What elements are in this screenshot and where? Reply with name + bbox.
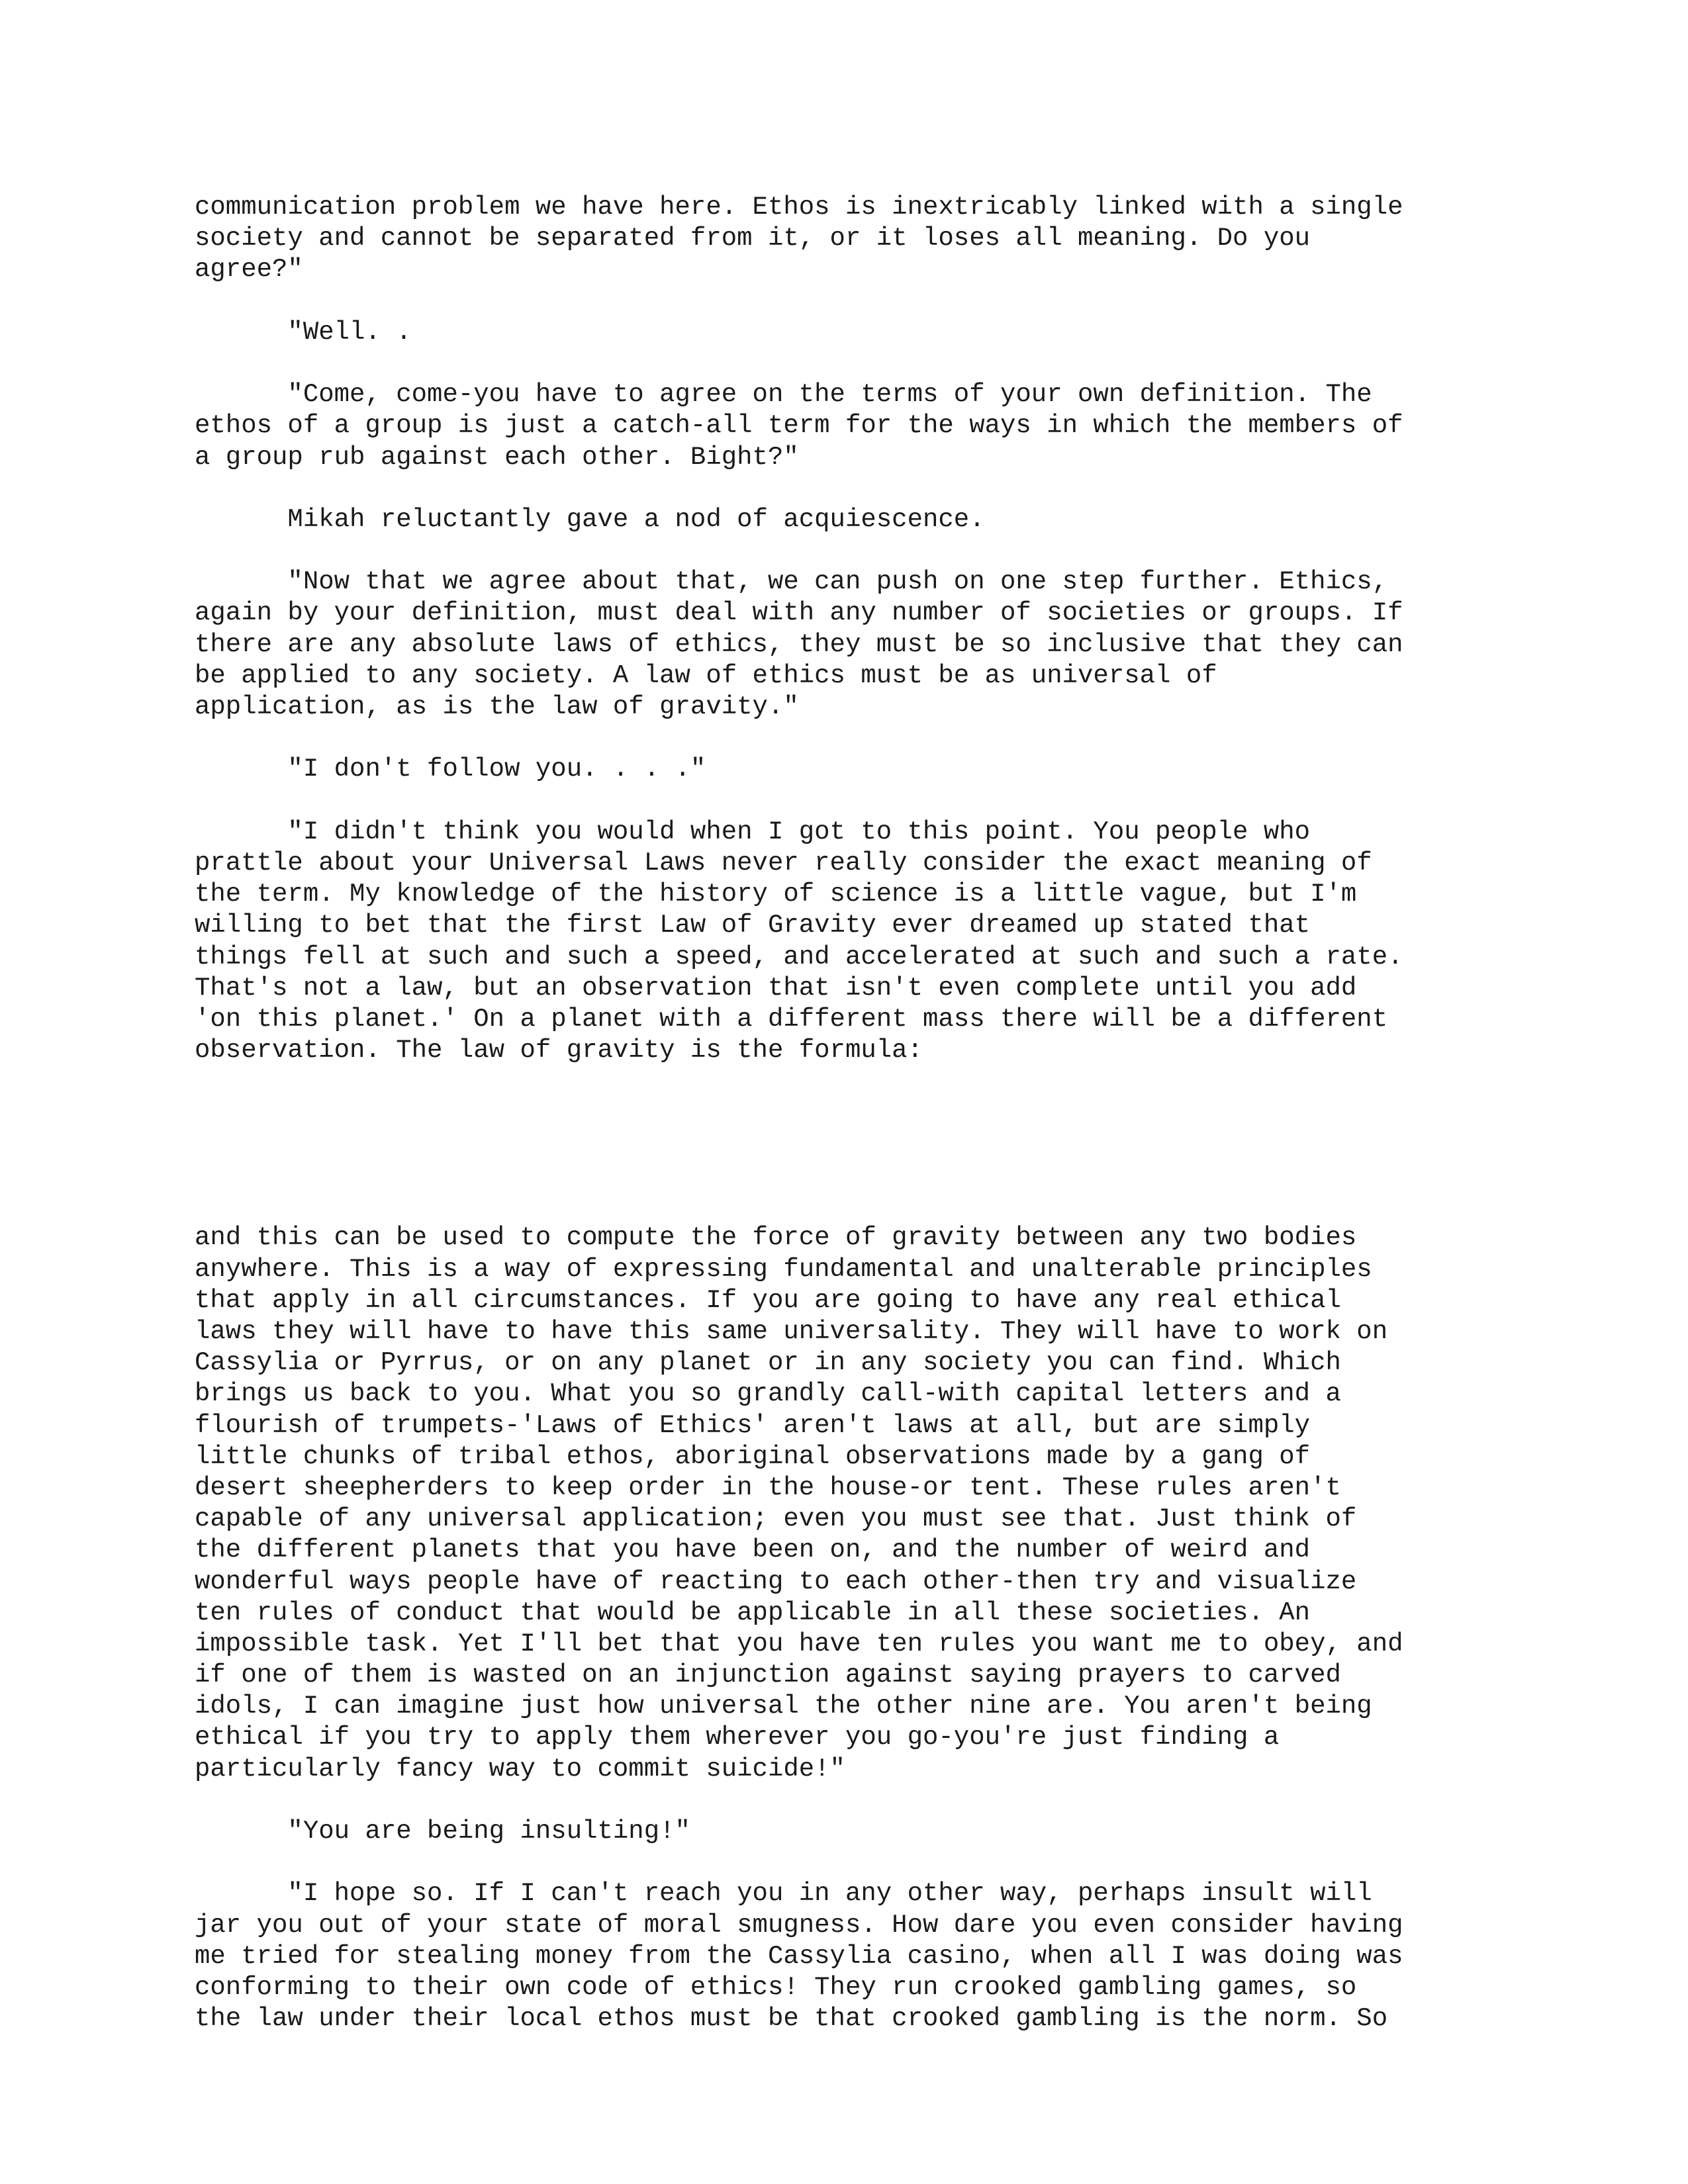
text-line: the law under their local ethos must be that crooked gambling is the norm. So	[195, 2004, 1388, 2034]
text-line: society and cannot be separated from it, or it loses all meaning. Do you	[195, 224, 1311, 253]
paragraph	[195, 1816, 1492, 1847]
text-line: desert sheepherders to keep order in the house-or tent. These rules aren't	[195, 1473, 1341, 1502]
text-line: ethos of a group is just a catch-all term for the ways in which the members of	[195, 411, 1403, 441]
text-line: jar you out of your state of moral smugness. How dare you even consider having	[195, 1910, 1403, 1940]
text-line: "Well. .	[195, 317, 412, 347]
text-line: agree?"	[195, 255, 303, 285]
text-line: and this can be used to compute the force of gravity between any two bodies	[195, 1223, 1357, 1253]
text-line: "Now that we agree about that, we can push on one step further. Ethics,	[195, 567, 1388, 597]
text-line: that apply in all circumstances. If you are going to have any real ethical	[195, 1285, 1341, 1315]
text-line: Cassylia or Pyrrus, or on any planet or in any society you can find. Which	[195, 1348, 1341, 1378]
text-line: "You are being insulting!"	[195, 1817, 690, 1846]
text-line: 'on this planet.' On a planet with a different mass there will be a different	[195, 1004, 1388, 1034]
text-line: there are any absolute laws of ethics, they must be so inclusive that they can	[195, 629, 1403, 659]
body-text	[195, 192, 1492, 2034]
text-line: idols, I can imagine just how universal the other nine are. You aren't being	[195, 1692, 1372, 1721]
text-line: Mikah reluctantly gave a nod of acquiescence.	[195, 504, 985, 534]
text-line: be applied to any society. A law of ethics must be as universal of	[195, 660, 1217, 690]
text-line: application, as is the law of gravity."	[195, 692, 799, 721]
text-line: the different planets that you have been on, and the number of weird and	[195, 1535, 1311, 1565]
text-line: "I didn't think you would when I got to this point. You people who	[195, 817, 1311, 846]
formula-blank-space	[195, 1097, 1492, 1222]
text-line: "I hope so. If I can't reach you in any other way, perhaps insult will	[195, 1879, 1372, 1909]
text-line: That's not a law, but an observation that isn't even complete until you add	[195, 973, 1357, 1003]
text-line: things fell at such and such a speed, and accelerated at such and such a rate.	[195, 942, 1403, 972]
text-line: ethical if you try to apply them wherever you go-you're just finding a	[195, 1723, 1280, 1752]
text-line: willing to bet that the first Law of Gravity ever dreamed up stated that	[195, 911, 1311, 940]
paragraph	[195, 192, 1492, 286]
text-line: brings us back to you. What you so grandly call-with capital letters and a	[195, 1379, 1341, 1409]
text-line: a group rub against each other. Bight?"	[195, 442, 799, 472]
paragraph	[195, 754, 1492, 785]
text-line: me tried for stealing money from the Cassylia casino, when all I was doing was	[195, 1941, 1403, 1971]
text-line: communication problem we have here. Ethos is inextricably linked with a single	[195, 193, 1403, 222]
text-line: ten rules of conduct that would be applicable in all these societies. An	[195, 1598, 1311, 1627]
text-line: wonderful ways people have of reacting to each other-then try and visualize	[195, 1567, 1357, 1596]
text-line: if one of them is wasted on an injunction against saying prayers to carved	[195, 1661, 1341, 1690]
paragraph	[195, 1878, 1492, 2034]
text-line: impossible task. Yet I'll bet that you have ten rules you want me to obey, and	[195, 1629, 1403, 1659]
text-line: again by your definition, must deal with any number of societies or groups. If	[195, 598, 1403, 628]
text-line: flourish of trumpets-'Laws of Ethics' aren't laws at all, but are simply	[195, 1410, 1311, 1440]
text-line: observation. The law of gravity is the formula:	[195, 1036, 923, 1066]
text-line: prattle about your Universal Laws never really consider the exact meaning of	[195, 848, 1372, 878]
text-line: laws they will have to have this same universality. They will have to work on	[195, 1317, 1388, 1346]
text-line: little chunks of tribal ethos, aboriginal observations made by a gang of	[195, 1441, 1311, 1471]
text-line: "I don't follow you. . . ."	[195, 754, 706, 784]
text-line: anywhere. This is a way of expressing fundamental and unalterable principles	[195, 1254, 1372, 1284]
paragraph	[195, 817, 1492, 1067]
paragraph	[195, 379, 1492, 473]
paragraph	[195, 504, 1492, 535]
text-line: "Come, come-you have to agree on the terms of your own definition. The	[195, 380, 1372, 410]
text-line: particularly fancy way to commit suicide!"	[195, 1754, 845, 1784]
paragraph	[195, 567, 1492, 723]
text-line: capable of any universal application; even you must see that. Just think of	[195, 1504, 1357, 1534]
paragraph	[195, 1222, 1492, 1784]
text-line: the term. My knowledge of the history of science is a little vague, but I'm	[195, 880, 1357, 909]
text-line: conforming to their own code of ethics! They run crooked gambling games, so	[195, 1972, 1357, 2002]
paragraph	[195, 317, 1492, 348]
